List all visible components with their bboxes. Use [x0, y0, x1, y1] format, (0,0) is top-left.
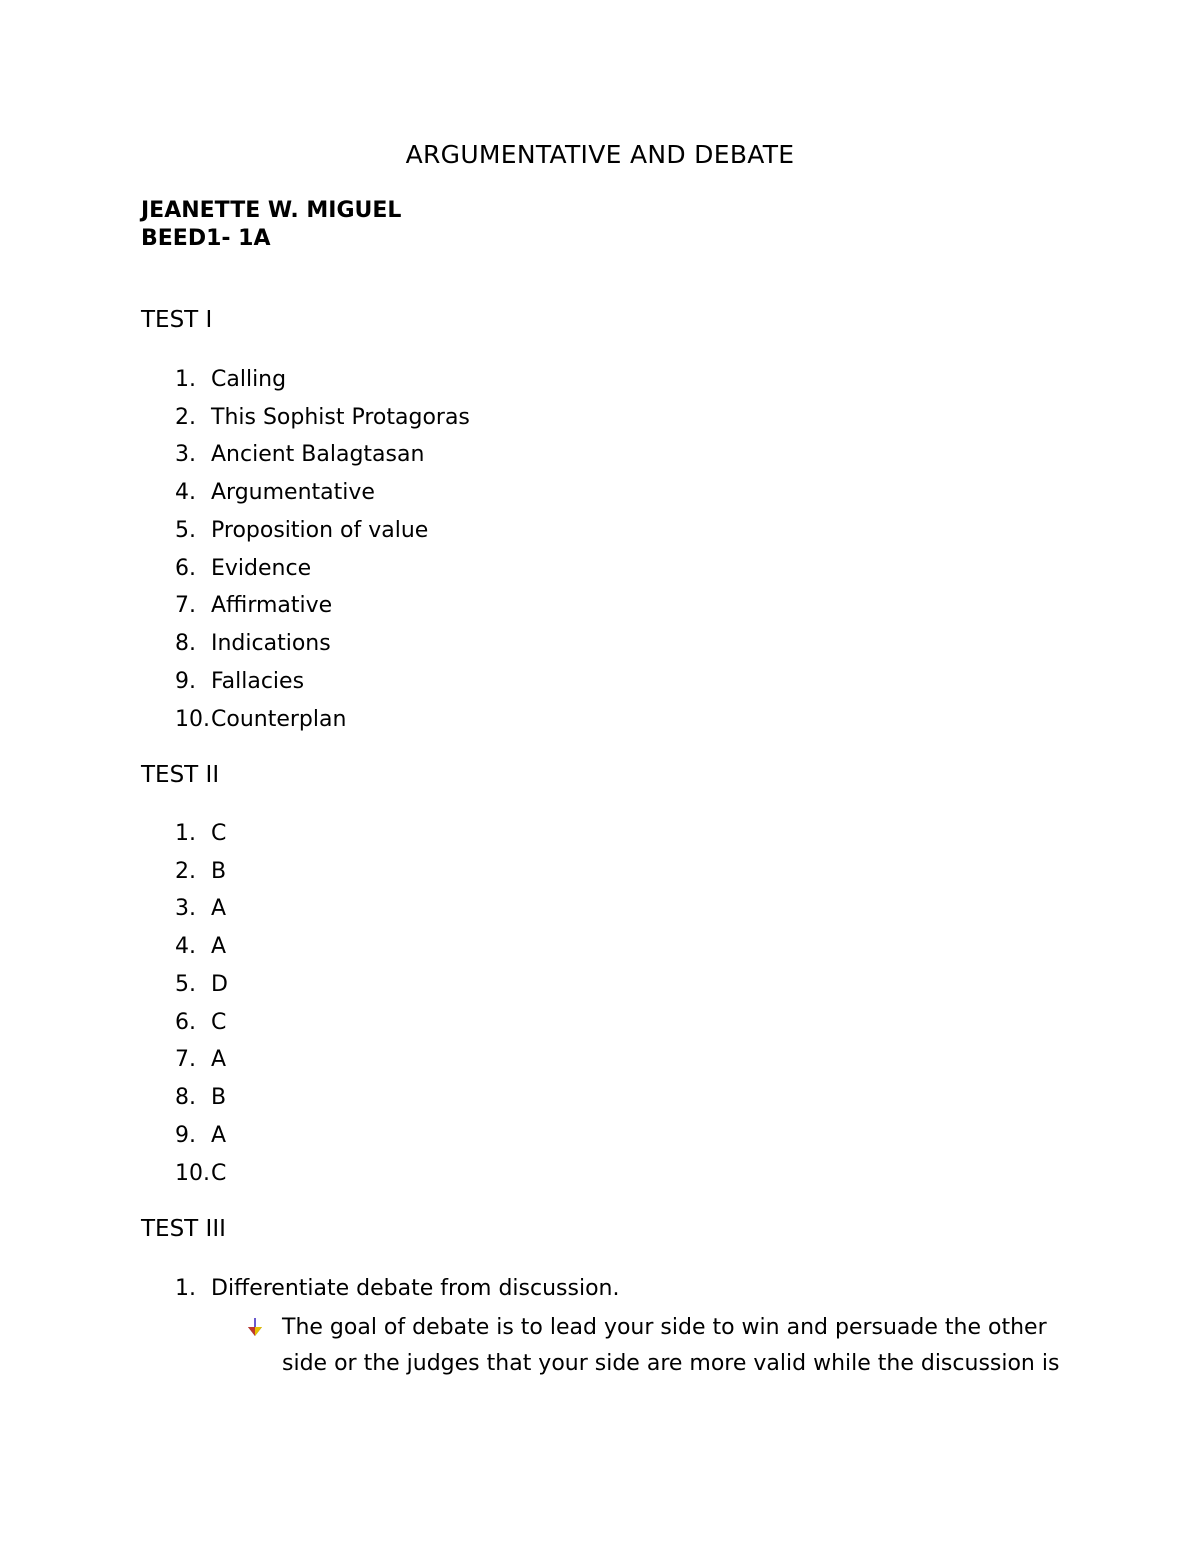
item-text: D [211, 972, 228, 997]
item-number: 3. [175, 896, 196, 921]
item-text: Proposition of value [211, 518, 429, 543]
item-text: Affirmative [211, 593, 333, 618]
item-number: 1. [175, 367, 196, 392]
item-number: 6. [175, 1010, 196, 1035]
item-number: 4. [175, 480, 196, 505]
item-number: 1. [175, 1276, 196, 1301]
item-text: A [211, 1123, 227, 1148]
item-number: 5. [175, 972, 196, 997]
author-name: JEANETTE W. MIGUEL [141, 198, 402, 223]
item-text: A [211, 1047, 227, 1072]
item-text: Calling [211, 367, 287, 392]
item-text: C [211, 1010, 227, 1035]
test-1-heading: TEST I [141, 307, 213, 333]
item-text: Counterplan [211, 707, 347, 732]
item-number: 6. [175, 556, 196, 581]
answer-line: The goal of debate is to lead your side to win and persuade the other [282, 1315, 1047, 1340]
arrow-down-bullet-icon [246, 1318, 264, 1338]
item-text: B [211, 859, 227, 884]
item-number: 7. [175, 1047, 196, 1072]
test-2-heading: TEST II [141, 762, 220, 788]
item-text: Indications [211, 631, 331, 656]
item-text: Evidence [211, 556, 312, 581]
author-section: BEED1- 1A [141, 226, 271, 251]
item-text: A [211, 934, 227, 959]
item-number: 2. [175, 859, 196, 884]
document-title: ARGUMENTATIVE AND DEBATE [405, 140, 795, 169]
item-number: 10. [175, 1161, 210, 1186]
item-number: 9. [175, 1123, 196, 1148]
item-number: 3. [175, 442, 196, 467]
item-text: B [211, 1085, 227, 1110]
item-text: Argumentative [211, 480, 375, 505]
item-number: 1. [175, 821, 196, 846]
item-text: Differentiate debate from discussion. [211, 1276, 620, 1301]
item-number: 7. [175, 593, 196, 618]
item-text: C [211, 1161, 227, 1186]
answer-line: side or the judges that your side are more valid while the discussion is [282, 1351, 1060, 1376]
item-number: 5. [175, 518, 196, 543]
item-number: 10. [175, 707, 210, 732]
item-text: Ancient Balagtasan [211, 442, 425, 467]
item-number: 9. [175, 669, 196, 694]
test-3-heading: TEST III [141, 1216, 226, 1242]
item-number: 2. [175, 405, 196, 430]
item-number: 8. [175, 1085, 196, 1110]
item-text: Fallacies [211, 669, 305, 694]
item-text: A [211, 896, 227, 921]
item-text: C [211, 821, 227, 846]
item-text: This Sophist Protagoras [211, 405, 470, 430]
item-number: 8. [175, 631, 196, 656]
item-number: 4. [175, 934, 196, 959]
